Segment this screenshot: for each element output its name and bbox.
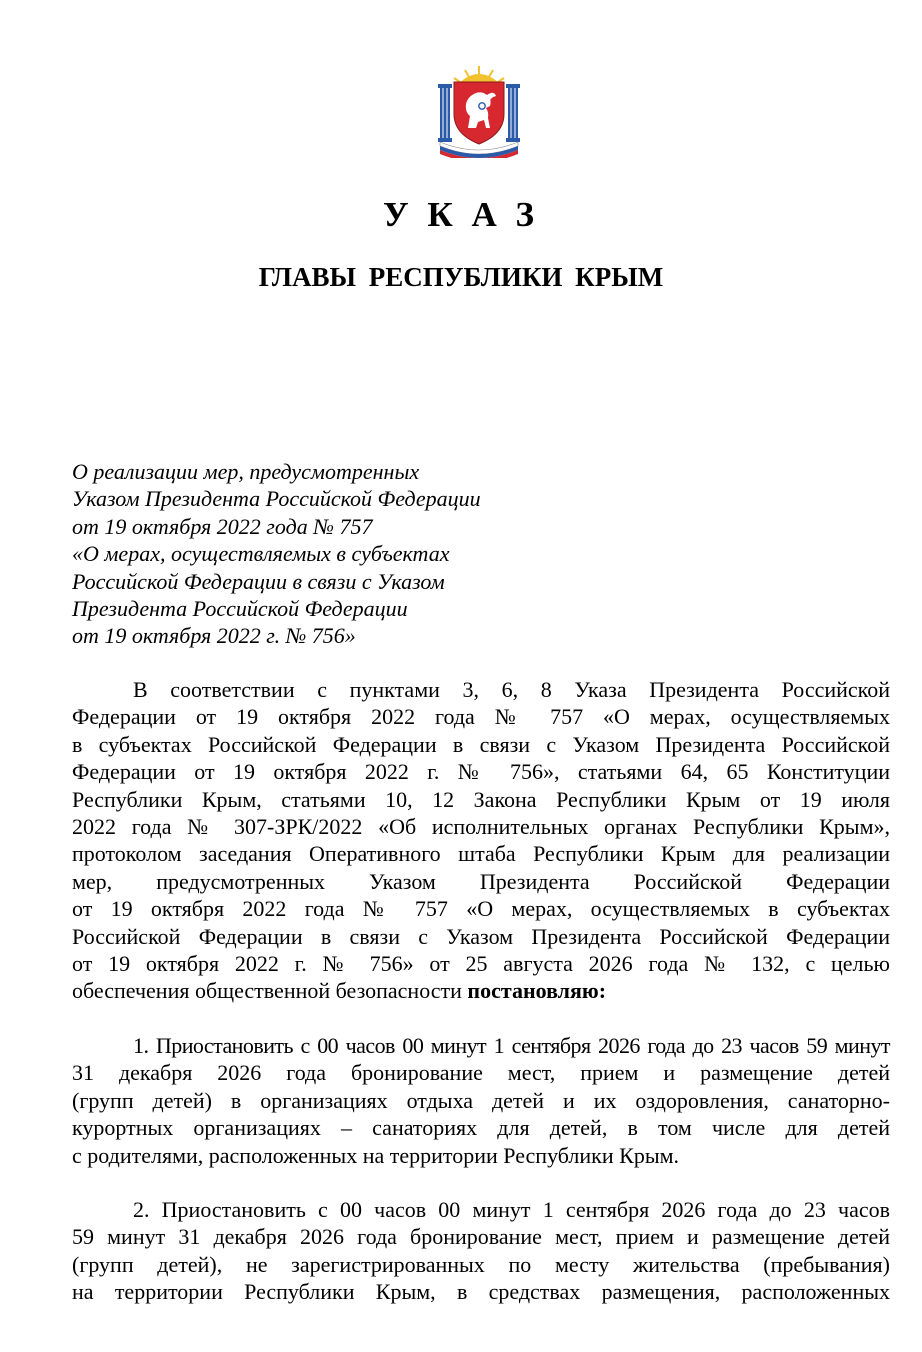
- preamble-line: Федерации от 19 октября 2022 г. № 756», статьями 64, 65 Конституции: [72, 759, 890, 785]
- item-line: 2. Приостановить с 00 часов 00 минут 1 сентября 2026 года до 23 часов: [133, 1197, 890, 1222]
- preamble-last-line: [72, 977, 890, 1004]
- document-title: У К А З: [382, 195, 540, 234]
- preamble-line: Российской Федерации в связи с Указом Президента Российской Федерации: [72, 923, 890, 949]
- decree-word: постановляю:: [467, 978, 607, 1004]
- item-line: (групп детей), не зарегистрированных по месту жительства (пребывания): [72, 1251, 890, 1277]
- subject-line: от 19 октября 2022 года № 757: [72, 513, 373, 539]
- preamble-line: от 19 октября 2022 года № 757 «О мерах, осуществляемых в субъектах: [72, 896, 890, 922]
- item-line: 59 минут 31 декабря 2026 года бронирование мест, прием и размещение детей: [72, 1224, 890, 1250]
- subject-line: Указом Президента Российской Федерации: [72, 486, 481, 512]
- preamble-line: мер, предусмотренных Указом Президента Российской Федерации: [72, 868, 890, 894]
- item-paragraph-1: [72, 1032, 890, 1169]
- preamble-line: в субъектах Российской Федерации в связи с Указом Президента Российской: [72, 731, 890, 757]
- preamble-line: от 19 октября 2022 г. № 756» от 25 августа 2026 года № 132, с целью: [72, 951, 890, 977]
- preamble-line: Федерации от 19 октября 2022 года № 757 «О мерах, осуществляемых: [72, 704, 890, 730]
- document-subtitle: ГЛАВЫ РЕСПУБЛИКИ КРЫМ: [258, 262, 664, 292]
- subject-line: О реализации мер, предусмотренных: [72, 459, 420, 484]
- item-line: курортных организациях – санаториях для детей, в том числе для детей: [72, 1115, 890, 1141]
- shield-icon: [454, 82, 504, 144]
- decree-subject: [72, 458, 481, 650]
- item-line: 31 декабря 2026 года бронирование мест, прием и размещение детей: [72, 1060, 890, 1086]
- subject-line: Российской Федерации в связи с Указом: [72, 568, 445, 594]
- item-line: на территории Республики Крым, в средствах размещения, расположенных: [72, 1279, 890, 1305]
- preamble-line: Республики Крым, статьями 10, 12 Закона Республики Крым от 19 июля: [72, 786, 890, 812]
- item-paragraph-2: [72, 1196, 890, 1306]
- preamble-line: 2022 года № 307-ЗРК/2022 «Об исполнительных органах Республики Крым»,: [72, 814, 890, 840]
- crimea-coat-of-arms-icon: [432, 62, 526, 158]
- item-line: (групп детей) в организациях отдыха детей и их оздоровления, санаторно-: [72, 1087, 890, 1113]
- preamble-paragraph: [72, 676, 890, 1005]
- subject-line: от 19 октября 2022 г. № 756»: [72, 623, 356, 649]
- preamble-last-text: обеспечения общественной безопасности: [72, 978, 462, 1004]
- item-last-line: с родителями, расположенных на территории Республики Крым.: [72, 1142, 680, 1168]
- preamble-line: протоколом заседания Оперативного штаба Республики Крым для реализации: [72, 841, 890, 867]
- sun-icon: [454, 66, 504, 84]
- item-line: 1. Приостановить с 00 часов 00 минут 1 сентября 2026 года до 23 часов 59 минут: [133, 1033, 890, 1058]
- subject-line: Президента Российской Федерации: [72, 596, 408, 622]
- preamble-line: В соответствии с пунктами 3, 6, 8 Указа Президента Российской: [133, 677, 890, 702]
- subject-line: «О мерах, осуществляемых в субъектах: [72, 541, 450, 567]
